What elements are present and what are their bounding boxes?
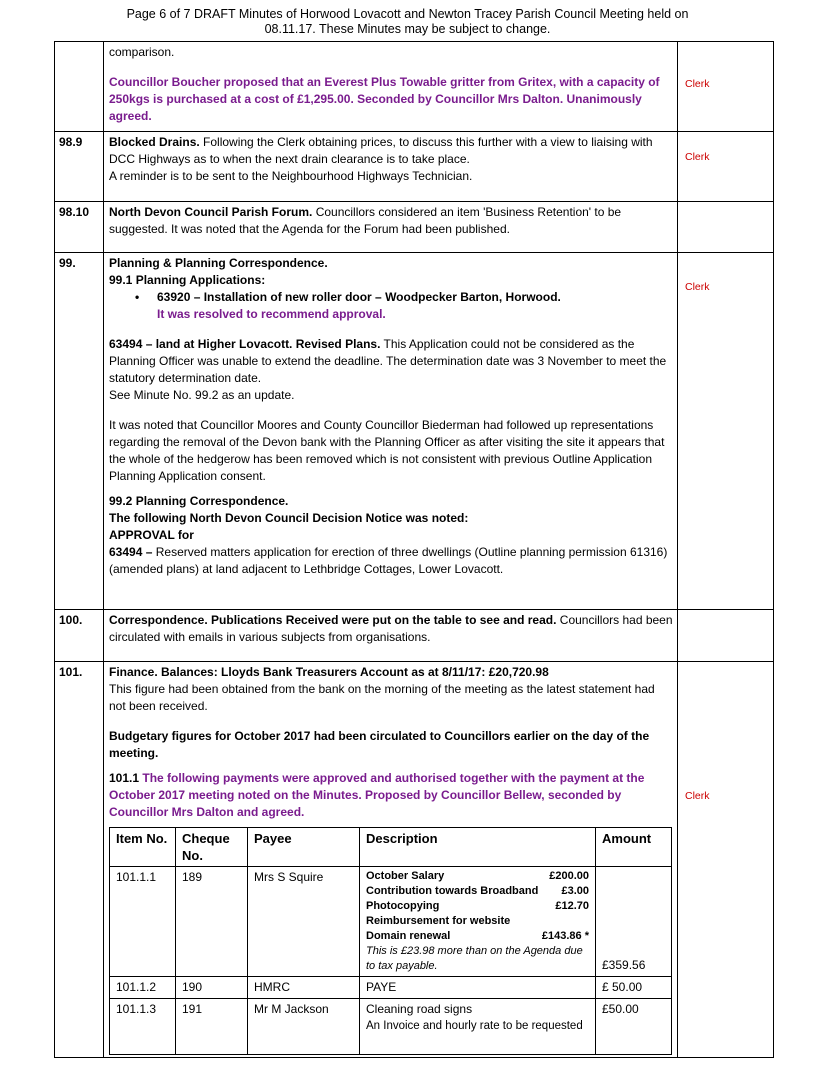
cell-amount: £50.00 <box>596 999 672 1055</box>
desc-line-label: Reimbursement for website <box>366 915 511 927</box>
item-title: Finance. Balances: Lloyds Bank Treasurers Account as at 8/11/17: £20,720.98 <box>109 665 549 679</box>
header-payee: Payee <box>248 828 360 867</box>
body-text-2: A reminder is to be sent to the Neighbourhood Highways Technician. <box>109 169 473 183</box>
cell-cheque: 189 <box>176 867 248 977</box>
item-title: Blocked Drains. <box>109 135 200 149</box>
approval-label: APPROVAL for <box>109 528 194 542</box>
item-number: 98.9 <box>55 132 104 202</box>
desc-note: An Invoice and hourly rate to be requested <box>366 1020 583 1032</box>
see-minute-text: See Minute No. 99.2 as an update. <box>109 388 295 402</box>
payment-number: 101.1 <box>109 771 140 785</box>
cell-amount: £ 50.00 <box>596 977 672 999</box>
budget-text: Budgetary figures for October 2017 had been circulated to Councillors earlier on the day of the meeting. <box>109 729 650 760</box>
header-amount: Amount <box>596 828 672 867</box>
cell-description <box>360 999 596 1055</box>
item-body <box>104 132 678 202</box>
minutes-row-98-10 <box>55 202 774 253</box>
desc-line: Cleaning road signs <box>366 1002 473 1016</box>
resolution-text: It was resolved to recommend approval. <box>157 307 386 321</box>
subheading: The following North Devon Council Decision Notice was noted: <box>109 511 469 525</box>
cell-payee: HMRC <box>248 977 360 999</box>
body-text: Following the Clerk obtaining prices, to discuss this further with a view to liaising with DCC Highways as to when the next drain clearance is to take place. <box>109 135 653 166</box>
payments-header-row <box>110 828 672 867</box>
body-text: comparison. <box>109 45 175 59</box>
subheading: 99.1 Planning Applications: <box>109 273 266 287</box>
item-title: North Devon Council Parish Forum. <box>109 205 313 219</box>
action-cell <box>678 662 774 1058</box>
cell-amount <box>596 867 672 977</box>
item-body <box>104 253 678 610</box>
application-text: This Application could not be considered as the Planning Officer was unable to extend the deadline. The determination date was 3 November to meet the statutory determination date. <box>109 337 667 385</box>
action-cell <box>678 253 774 610</box>
action-cell <box>678 610 774 662</box>
cell-payee: Mr M Jackson <box>248 999 360 1055</box>
item-title: Planning & Planning Correspondence. <box>109 256 328 270</box>
decision-text: Reserved matters application for erection of three dwellings (Outline planning permission 61316) (amended plans) at land adjacent to Lethbridge Cottages, Lower Lovacott. <box>109 545 668 576</box>
desc-line-value: £3.00 <box>561 885 589 897</box>
item-number: 99. <box>55 253 104 610</box>
decision-number: 63494 – <box>109 545 153 559</box>
minutes-row-99 <box>55 253 774 610</box>
desc-line-label: October Salary <box>366 870 445 882</box>
application-title: 63494 – land at Higher Lovacott. Revised Plans. <box>109 337 381 351</box>
table-row <box>110 867 672 977</box>
header-item: Item No. <box>110 828 176 867</box>
cell-cheque: 191 <box>176 999 248 1055</box>
noted-text: It was noted that Councillor Moores and County Councillor Biederman had followed up representations regarding the removal of the Devon bank with the Planning Officer as after visiting the site it appears that the whole of the hedgerow has been removed which is not consistent with previous Outline Application Planning Application consent. <box>109 418 665 483</box>
table-row <box>110 999 672 1055</box>
minutes-row-continuation <box>55 42 774 132</box>
bullet-text: 63920 – Installation of new roller door – Woodpecker Barton, Horwood. <box>157 290 561 304</box>
subheading: 99.2 Planning Correspondence. <box>109 494 289 508</box>
cell-description <box>360 867 596 977</box>
minutes-row-98-9 <box>55 132 774 202</box>
minutes-row-100 <box>55 610 774 662</box>
header-cheque: Cheque No. <box>176 828 248 867</box>
body-text: Councillors considered an item 'Business Retention' to be suggested. It was noted that the Agenda for the Forum had been published. <box>109 205 622 236</box>
cell-cheque: 190 <box>176 977 248 999</box>
header-line-2: 08.11.17. These Minutes may be subject to change. <box>264 22 551 36</box>
desc-line-label: Photocopying <box>366 900 440 912</box>
payments-table <box>109 827 672 1055</box>
cell-item: 101.1.1 <box>110 867 176 977</box>
action-cell <box>678 42 774 132</box>
desc-line-label: Domain renewal <box>366 930 451 942</box>
desc-line-label: Contribution towards Broadband <box>366 885 539 897</box>
page-header <box>0 7 815 37</box>
item-number: 100. <box>55 610 104 662</box>
body-text: This figure had been obtained from the bank on the morning of the meeting as the latest statement had not been received. <box>109 682 655 713</box>
action-cell <box>678 202 774 253</box>
minutes-row-101 <box>55 662 774 1058</box>
item-title: Correspondence. Publications Received were put on the table to see and read. <box>109 613 557 627</box>
minutes-table <box>54 41 774 1058</box>
cell-item: 101.1.3 <box>110 999 176 1055</box>
item-body <box>104 662 678 1058</box>
action-label: Clerk <box>685 281 710 293</box>
table-row <box>110 977 672 999</box>
action-label: Clerk <box>685 78 710 90</box>
action-label: Clerk <box>685 790 710 802</box>
item-number: 101. <box>55 662 104 1058</box>
header-line-1: Page 6 of 7 DRAFT Minutes of Horwood Lovacott and Newton Tracey Parish Council Meeting held on <box>126 7 689 21</box>
item-body <box>104 202 678 253</box>
cell-item: 101.1.2 <box>110 977 176 999</box>
bullet-item <box>109 289 673 323</box>
bullet-icon: • <box>135 290 140 304</box>
desc-line-value: £143.86 * <box>541 930 589 942</box>
action-label: Clerk <box>685 151 710 163</box>
action-cell <box>678 132 774 202</box>
amount-value: £359.56 <box>602 958 646 972</box>
desc-line-value: £200.00 <box>549 870 589 882</box>
item-body <box>104 42 678 132</box>
item-number: 98.10 <box>55 202 104 253</box>
desc-note: This is £23.98 more than on the Agenda due to tax payable. <box>366 945 583 972</box>
item-number <box>55 42 104 132</box>
cell-payee: Mrs S Squire <box>248 867 360 977</box>
body-text: Councillors had been circulated with emails in various subjects from organisations. <box>109 613 673 644</box>
desc-line-value: £12.70 <box>555 900 589 912</box>
payment-resolution: The following payments were approved and authorised together with the payment at the October 2017 meeting noted on the Minutes. Proposed by Councillor Bellew, seconded by Councillor Mrs Dalton and agreed. <box>109 771 645 819</box>
cell-description: PAYE <box>360 977 596 999</box>
header-description: Description <box>360 828 596 867</box>
resolution-text: Councillor Boucher proposed that an Everest Plus Towable gritter from Gritex, with a capacity of 250kgs is purchased at a cost of £1,295.00. Seconded by Councillor Mrs Dalton. Unanimously agreed. <box>109 75 660 123</box>
item-body <box>104 610 678 662</box>
